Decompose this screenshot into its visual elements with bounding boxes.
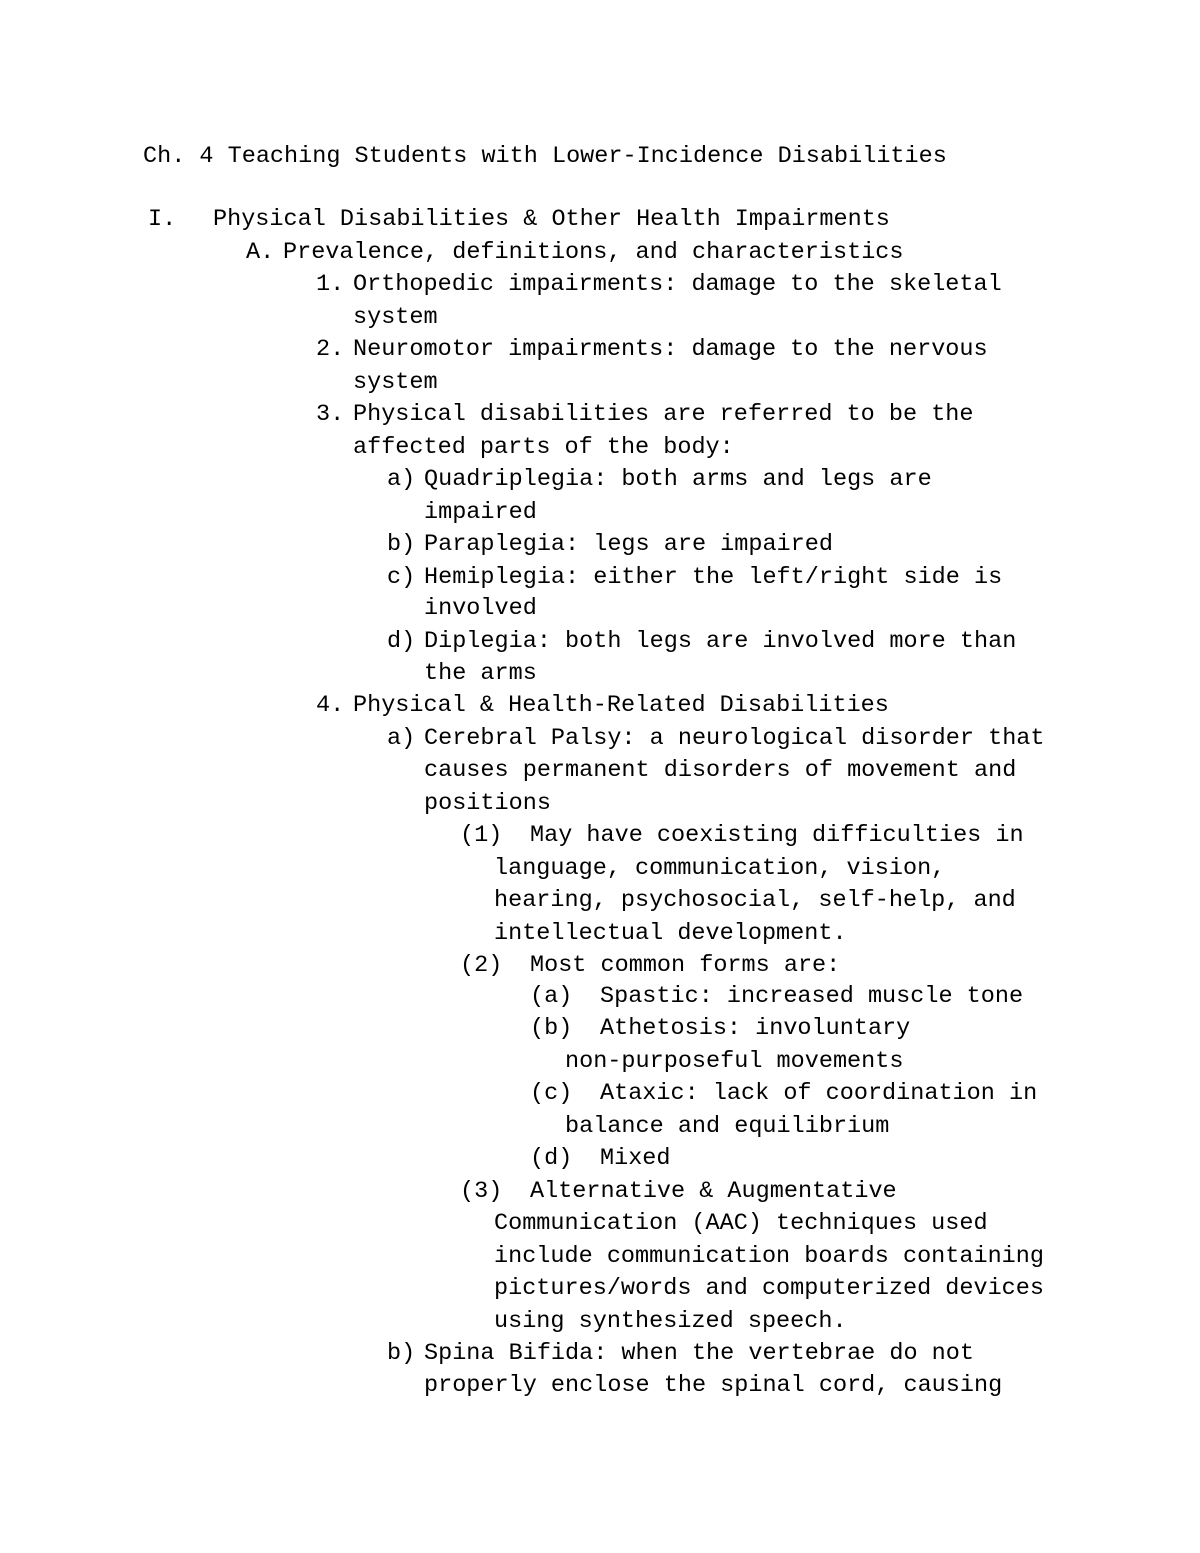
outline-item-text: Most common forms are: — [530, 952, 841, 979]
section-heading: Physical Disabilities & Other Health Impairments — [213, 206, 890, 233]
outline-item-text: system — [353, 369, 438, 396]
outline-item-text: impaired — [424, 499, 537, 526]
outline-item-text: Athetosis: involuntary — [600, 1015, 911, 1042]
list-marker: a) — [387, 725, 416, 752]
outline-item-text: system — [353, 304, 438, 331]
outline-item-text: the arms — [424, 660, 537, 687]
outline-item-text: Neuromotor impairments: damage to the nervous — [353, 336, 988, 363]
list-marker: 2. — [316, 336, 345, 363]
section-marker: I. — [148, 206, 177, 233]
outline-item-text: Hemiplegia: either the left/right side is — [424, 564, 1003, 591]
list-marker: a) — [387, 466, 416, 493]
list-marker: (c) — [530, 1080, 573, 1107]
outline-item-text: causes permanent disorders of movement and — [424, 757, 1017, 784]
outline-item-text: properly enclose the spinal cord, causing — [424, 1372, 1003, 1399]
outline-item-text: Alternative & Augmentative — [530, 1178, 897, 1205]
outline-item-text: affected parts of the body: — [353, 434, 734, 461]
outline-item-text: Communication (AAC) techniques used — [494, 1210, 988, 1237]
document-title: Ch. 4 Teaching Students with Lower-Incidence Disabilities — [143, 143, 947, 170]
outline-item-text: intellectual development. — [494, 920, 847, 947]
outline-item-text: Prevalence, definitions, and characteristics — [283, 239, 904, 266]
outline-item-text: Diplegia: both legs are involved more than — [424, 628, 1017, 655]
outline-item-text: language, communication, vision, — [494, 855, 946, 882]
outline-item-text: Physical disabilities are referred to be the — [353, 401, 974, 428]
outline-item-text: Spastic: increased muscle tone — [600, 983, 1024, 1010]
list-marker: (2) — [460, 952, 503, 979]
list-marker: (a) — [530, 983, 573, 1010]
list-marker: 4. — [316, 692, 345, 719]
outline-item-text: Orthopedic impairments: damage to the skeletal — [353, 271, 1002, 298]
outline-item-text: Ataxic: lack of coordination in — [600, 1080, 1038, 1107]
outline-item-text: May have coexisting difficulties in — [530, 822, 1024, 849]
outline-item-text: Paraplegia: legs are impaired — [424, 531, 833, 558]
outline-item-text: using synthesized speech. — [494, 1308, 847, 1335]
outline-item-text: Cerebral Palsy: a neurological disorder that — [424, 725, 1045, 752]
outline-item-text: Spina Bifida: when the vertebrae do not — [424, 1340, 974, 1367]
outline-item-text: non-purposeful movements — [565, 1048, 904, 1075]
list-marker: A. — [246, 239, 275, 266]
list-marker: 1. — [316, 271, 345, 298]
list-marker: (1) — [460, 822, 503, 849]
list-marker: b) — [387, 531, 416, 558]
list-marker: (b) — [530, 1015, 573, 1042]
list-marker: d) — [387, 628, 416, 655]
outline-item-text: Physical & Health-Related Disabilities — [353, 692, 889, 719]
outline-item-text: pictures/words and computerized devices — [494, 1275, 1044, 1302]
list-marker: 3. — [316, 401, 345, 428]
list-marker: (d) — [530, 1145, 573, 1172]
list-marker: c) — [387, 564, 416, 591]
outline-item-text: positions — [424, 790, 551, 817]
list-marker: b) — [387, 1340, 416, 1367]
outline-item-text: Quadriplegia: both arms and legs are — [424, 466, 932, 493]
outline-item-text: hearing, psychosocial, self-help, and — [494, 887, 1016, 914]
outline-item-text: involved — [424, 595, 537, 622]
list-marker: (3) — [460, 1178, 503, 1205]
outline-item-text: include communication boards containing — [494, 1243, 1044, 1270]
outline-item-text: balance and equilibrium — [565, 1113, 890, 1140]
outline-item-text: Mixed — [600, 1145, 671, 1172]
